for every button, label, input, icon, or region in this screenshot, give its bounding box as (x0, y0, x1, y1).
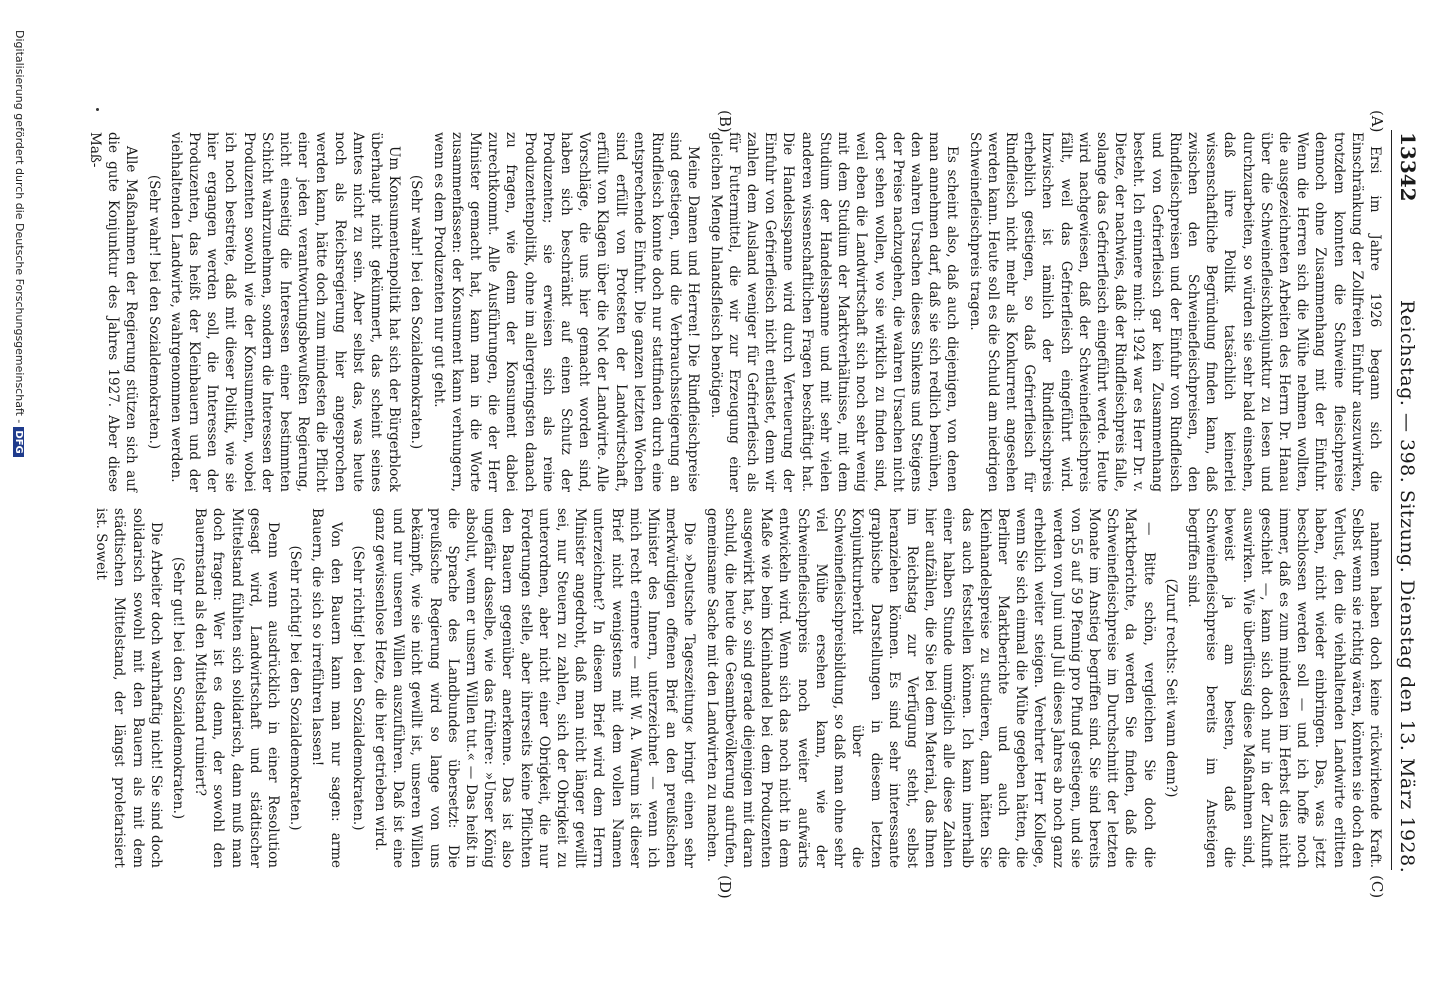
paragraph: Denn wenn ausdrücklich in einer Resolution gesagt wird, Landwirtschaft und städtischer Mittelstand fühlten sich solidarisch, dann muß man doch fragen: Wer ist es denn, der sowohl den Bauernstand als den Mittelstand ruiniert? (192, 508, 282, 868)
paragraph: Die Arbeiter doch wahrhaftig nicht! Sie sind doch solidarisch sowohl mit den Bauern als mit dem städtischen Mittelstand, der längst proletarisiert ist. Soweit (93, 508, 164, 868)
paragraph: Es scheint also, daß auch diejenigen, von denen man annehmen darf, daß sie sich redlich bemühen, den wahren Ursachen dieses Sinkens und Steigens der Preise nachzugehen, die wahren Ursachen nicht dort sehen wollen, wo sie wirklich zu finden sind, weil eben die Landwirtschaft sich noch sehr wenig mit dem Studium der Marktverhältnisse, mit dem Studium der Handelsspanne und mit sehr vielen anderen wissenschaftlichen Fragen beschäftigt hat. Die Handelsspanne wird durch Verteuerung der Einfuhr von Gefrierfleisch nicht entlastet, denn wir zahlen dem Ausland weniger für Gefrierfleisch als für Futtermittel, die wir zur Erzeugung einer gleichen Menge Inlandsfleisch benötigen. (707, 132, 961, 492)
page-header (1390, 0, 1420, 1000)
text-column-right (93, 508, 1384, 868)
paragraph: Alle Maßnahmen der Regierung stützen sich auf die gute Konjunktur des Jahres 1927. Aber diese Maß- (86, 132, 140, 492)
digitization-credit (13, 30, 26, 457)
interjection: (Sehr wahr! bei den Sozialdemokraten.) (145, 174, 162, 450)
page-title: Reichstag. — 398. Sitzung. Dienstag den 13. März 1928. (1396, 300, 1418, 874)
dfg-logo: DFG (13, 427, 24, 456)
page-number: 13342 (1396, 132, 1420, 202)
interjection: (Sehr wahr! bei den Sozialdemokraten.) (408, 174, 425, 450)
scan-speck (96, 108, 99, 111)
interjection: (Sehr richtig! bei den Sozialdemokraten.) (349, 545, 366, 831)
interjection: (Sehr richtig! bei den Sozialdemokraten.) (287, 545, 304, 831)
margin-marker-a: (A) (1368, 110, 1386, 133)
credit-text: Digitalisierung gefördert durch die Deutsche Forschungsgemeinschaft - (13, 30, 26, 424)
header-rule (1391, 130, 1392, 870)
paragraph: Meine Damen und Herren! Die Rindfleischpreise sind gestiegen, und die Verbrauchssteigerung an Rindfleisch konnte doch nur stattfinden durch eine entsprechende Einfuhr. Die ganzen letzten Wochen sind erfüllt von Protesten der Landwirtschaft, erfüllt von Klagen über die Not der Landwirte. Alle Vorschläge, die uns hier gemacht worden sind, haben sich beschränkt auf einen Schutz der Produzenten; sie erweisen sich als reine Produzentenpolitik, ohne im allergeringsten danach zu fragen, wie denn der Konsument dabei zurechtkommt. Alle Ausführungen, die der Herr Minister gemacht hat, kann man in die Worte zusammenfassen: der Konsument kann verhungern, wenn es dem Produzenten nur gut geht. (430, 132, 702, 492)
interjection: (Zuruf rechts: Seit wann denn?) (1162, 578, 1179, 798)
paragraph: Von den Bauern kann man nur sagen: arme Bauern, die sich so irreführen lassen! (309, 508, 344, 868)
margin-marker-c: (C) (1368, 875, 1386, 899)
paragraph: Um Konsumentenpolitik hat sich der Bürgerblock überhaupt nicht gekümmert, das scheint seines Amtes nicht zu sein. Aber selbst das, was heute noch als Reichsregierung hier angesprochen werden kann, hätte doch zum mindesten die Pflicht einer jeden verantwortungsbewußten Regierung, nicht einseitig die Interessen einer bestimmten Schicht wahrzunehmen, sondern die Interessen der Produzenten sowohl wie der Konsumenten, wobei ich noch bestreite, daß mit dieser Politik, wie sie hier ergangen werden soll, die Interessen der Produzenten, das heißt der Kleinbauern und der viehhaltenden Landwirte, wahrgenommen werden. (167, 132, 403, 492)
interjection: (Sehr gut! bei den Sozialdemokraten.) (170, 556, 186, 820)
paragraph: — Bitte schön, vergleichen Sie doch die Marktberichte, da werden Sie finden, daß die Schweinefleischpreise im Durchschnitt der letzten Monate im Anstieg begriffen sind. Sie sind bereits von 55 auf 59 Pfennig pro Pfund gestiegen, und sie werden von Juni und Juli dieses Jahres ab noch ganz erheblich weiter steigen. Verehrter Herr Kollege, wenn Sie sich einmal die Mühe gegeben hätten, die Berliner Marktberichte und auch die Kleinhandelspreise zu studieren, dann hätten Sie das auch feststellen können. Ich kann innerhalb einer halben Stunde unmöglich alle diese Zahlen hier aufzählen, die Sie bei dem Material, das Ihnen im Reichstag zur Verfügung steht, selbst heranziehen können. Es sind sehr interessante graphische Darstellungen in diesem letzten Konjunkturbericht über die Schweinefleischpreisbildung, so daß man ohne sehr viel Mühe ersehen kann, wie der Schweinefleischpreis noch weiter aufwärts entwickeln wird. Wenn sich das noch nicht in dem Maße wie beim Kleinhandel bei dem Produzenten ausgewirkt hat, so sind gerade diejenigen mit daran schuld, die heute die Gesamtbevölkerung aufrufen, gemeinsame Sache mit den Landwirten zu machen. (703, 508, 1157, 868)
paragraph: nahmen haben doch keine rückwirkende Kraft. Selbst wenn sie richtig wären, könnten sie doch den Verlust, den die viehhaltenden Landwirte erlitten haben, nicht wieder einbringen. Das, was jetzt beschlossen werden soll — und ich hoffe noch immer, daß es zum mindesten im Herbst dies nicht geschieht —, kann sich doch nur in der Zukunft auswirken. Wie überflüssig diese Maßnahmen sind, beweist ja am besten, daß die Schweinefleischpreise bereits im Ansteigen begriffen sind. (1184, 508, 1383, 868)
text-column-left (86, 132, 1384, 492)
paragraph: Ersi im Jahre 1926 begann sich die Einschränkung der Zollfreien Einfuhr auszuwirken, trotzdem konnten die Schweine fleischpreise dennoch ohne Zusammenhang mit der Einfuhr. Wenn die Herren sich die Mühe nehmen wollten, die ausgezeichneten Arbeiten des Herrn Dr. Hanau über die Schweinefleischkonjunktur zu lesen und durchzuarbeiten, so würden sie sehr bald einsehen, daß ihre Politik tatsächlich keinerlei wissenschaftliche Begründung finden kann, daß zwischen den Schweinefleischpreisen, den Rindfleischpreisen und der Einfuhr von Rindfleisch und von Gefrierfleisch gar kein Zusammenhang besteht. Ich erinnere mich: 1924 war es Herr Dr. v. Dietze, der nachwies, daß der Rindfleischpreis falle, solange das Gefrierfleisch eingeführt werde. Heute wird nachgewiesen, daß der Schweinefleischpreis fällt, weil das Gefrierfleisch eingeführt wird. Inzwischen ist nämlich der Rindfleischpreis erheblich gestiegen, so daß Gefrierfleisch für Rindfleisch nicht mehr als Konkurrent angesehen werden kann. Heute soll es die Schuld am niedrigen Schweinefleischpreis tragen. (966, 132, 1383, 492)
paragraph: Die »Deutsche Tageszeitung« bringt einen sehr merkwürdigen offenen Brief an den preußischen Minister des Innern, unterzeichnet — wenn ich mich recht erinnere — mit W. A. Warum ist dieser Brief nicht wenigstens mit dem vollen Namen unterzeichnet? In diesem Brief wird dem Herrn Minister angedroht, daß man nicht länger gewillt sei, nur Steuern zu zahlen, sich der Obrigkeit zu unterordnen, aber nicht einer Obrigkeit, die nur Forderungen stelle, aber ihrerseits keine Pflichten den Bauern gegenüber anerkenne. Das ist also ungefähr dasselbe, wie das frühere: »Unser König absolut, wenn er unsern Willen tut.« — Das heißt in die Sprache des Landbundes übersetzt: Die preußische Regierung wird so lange von uns bekämpft, wie sie nicht gewillt ist, unseren Willen und nur unseren Willen auszuführen. Daß ist eine ganz gewissenlose Hetze, die hier getrieben wird. (372, 508, 698, 868)
margin-marker-b: (B) (716, 110, 734, 133)
margin-marker-d: (D) (716, 875, 734, 899)
